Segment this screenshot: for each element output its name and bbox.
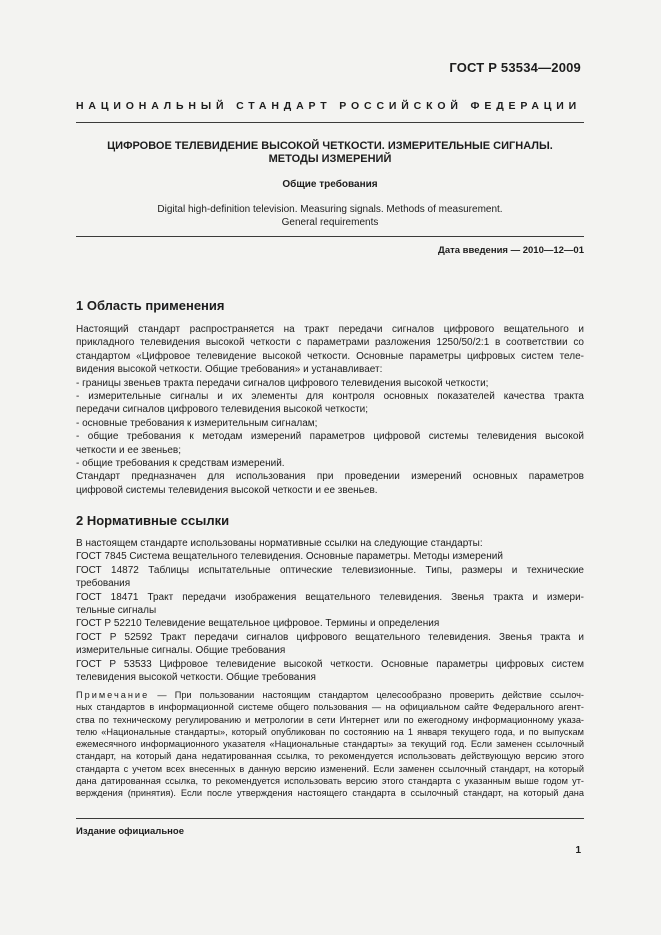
section-2-line: требования xyxy=(76,578,131,590)
section-2-line: тельные сигналы xyxy=(76,605,157,617)
section-1-line: - основные требования к измерительным сигналам; xyxy=(76,417,318,429)
note-line: стандарта с учетом всех внесенных в данную версию изменений. Если заменен ссылочный стандарт, на который xyxy=(76,763,584,774)
section-1-line: видения высокой четкости. Общие требования» и устанавливает: xyxy=(76,364,383,376)
divider-bottom xyxy=(76,818,584,819)
note-block xyxy=(76,689,584,800)
section-2-line: ГОСТ 18471 Тракт передачи изображения вещательного телевидения. Звенья тракта и измери- xyxy=(76,591,584,603)
note-line: верждения (принятия). Если после утверждения настоящего стандарта в ссылочный стандарт, на который дана xyxy=(76,788,584,799)
section-1-line: - общие требования к средствам измерений. xyxy=(76,458,285,470)
title-line-2: МЕТОДЫ ИЗМЕРЕНИЙ xyxy=(268,153,392,165)
section-2-line: ГОСТ Р 52592 Тракт передачи сигналов цифрового вещательного телевидения. Звенья тракта и xyxy=(76,631,584,643)
divider-middle xyxy=(76,236,584,237)
section-2-body xyxy=(76,537,584,684)
section-2-line: ГОСТ Р 53533 Цифровое телевидение высокой четкости. Основные параметры цифровых систем xyxy=(76,658,584,670)
section-1-heading: 1 Область применения xyxy=(76,298,225,313)
english-title-line-1: Digital high-definition television. Measuring signals. Methods of measurement. xyxy=(157,204,503,215)
note-text: — При пользовании настоящим стандартом целесообразно проверить действие ссылоч- xyxy=(149,690,584,700)
section-1-line: - измерительные сигналы и их элементы для контроля основных показателей качества тракта xyxy=(76,391,584,403)
section-2-line: ГОСТ 7845 Система вещательного телевидения. Основные параметры. Методы измерений xyxy=(76,551,503,563)
edition-label: Издание официальное xyxy=(76,826,184,837)
introduction-date: Дата введения — 2010—12—01 xyxy=(438,245,584,256)
section-1-line: стандартом «Цифровое телевидение высокой четкости. Основные параметры цифровых систем теле- xyxy=(76,350,584,362)
section-1-line: передачи сигналов цифрового телевидения высокой четкости; xyxy=(76,404,369,416)
document-subtitle: Общие требования xyxy=(282,179,378,190)
english-title xyxy=(76,204,584,229)
section-1-line: - общие требования к методам измерений параметров цифровой системы телевидения высокой xyxy=(76,431,584,443)
note-line: телю «Национальные стандарты», который опубликован по состоянию на 1 января текущего года, и по выпускам xyxy=(76,726,584,737)
title-line-1: ЦИФРОВОЕ ТЕЛЕВИДЕНИЕ ВЫСОКОЙ ЧЕТКОСТИ. ИЗМЕРИТЕЛЬНЫЕ СИГНАЛЫ. xyxy=(107,140,553,152)
section-1-line: четкости и ее звеньев; xyxy=(76,444,182,456)
section-1-line: Настоящий стандарт распространяется на тракт передачи сигналов цифрового вещательного и xyxy=(76,324,584,335)
section-2-heading: 2 Нормативные ссылки xyxy=(76,513,230,528)
section-1-line: цифровой системы телевидения высокой четкости и ее звеньев. xyxy=(76,484,378,496)
note-line: ства по техническому регулированию и метрологии в сети Интернет или по ежегодному информационному указа- xyxy=(76,714,584,725)
page-number: 1 xyxy=(575,845,581,856)
note-line: стандарт, на который дана недатированная ссылка, то рекомендуется использовать действующую версию этого xyxy=(76,751,584,762)
note-line: ных стандартов в информационной системе общего пользования — на официальном сайте Федерального агент- xyxy=(76,702,584,713)
section-1-line: Стандарт предназначен для использования при проведении измерений основных параметров xyxy=(76,471,584,483)
section-1-line: прикладного телевидения высокой четкости с параметрами разложения 1250/50/2:1 в соответствии со xyxy=(76,337,584,349)
note-line: ежемесячного информационного указателя «Национальные стандарты» за текущий год. Если заменен ссылочный xyxy=(76,739,584,750)
national-standard-heading: НАЦИОНАЛЬНЫЙ СТАНДАРТ РОССИЙСКОЙ ФЕДЕРАЦИИ xyxy=(76,100,582,112)
note-label: Примечание xyxy=(76,690,150,700)
divider-top xyxy=(76,122,584,123)
section-1-body xyxy=(76,323,584,497)
section-1-line: - границы звеньев тракта передачи сигналов цифрового телевидения высокой четкости; xyxy=(76,377,489,389)
section-2-line: ГОСТ 14872 Таблицы испытательные оптические телевизионные. Типы, размеры и технические xyxy=(76,564,584,576)
section-2-line: ГОСТ Р 52210 Телевидение вещательное цифровое. Термины и определения xyxy=(76,618,440,630)
section-2-line: измерительные сигналы. Общие требования xyxy=(76,645,286,657)
note-line xyxy=(76,689,584,701)
section-2-line: В настоящем стандарте использованы нормативные ссылки на следующие стандарты: xyxy=(76,538,483,549)
english-title-line-2: General requirements xyxy=(281,216,379,228)
document-number: ГОСТ Р 53534—2009 xyxy=(449,60,581,75)
section-2-line: телевидения высокой четкости. Общие требования xyxy=(76,672,316,684)
document-title xyxy=(76,140,584,166)
note-line: дана датированная ссылка, то рекомендуется использовать версию этого стандарта с указанным выше годом ут- xyxy=(76,776,584,787)
